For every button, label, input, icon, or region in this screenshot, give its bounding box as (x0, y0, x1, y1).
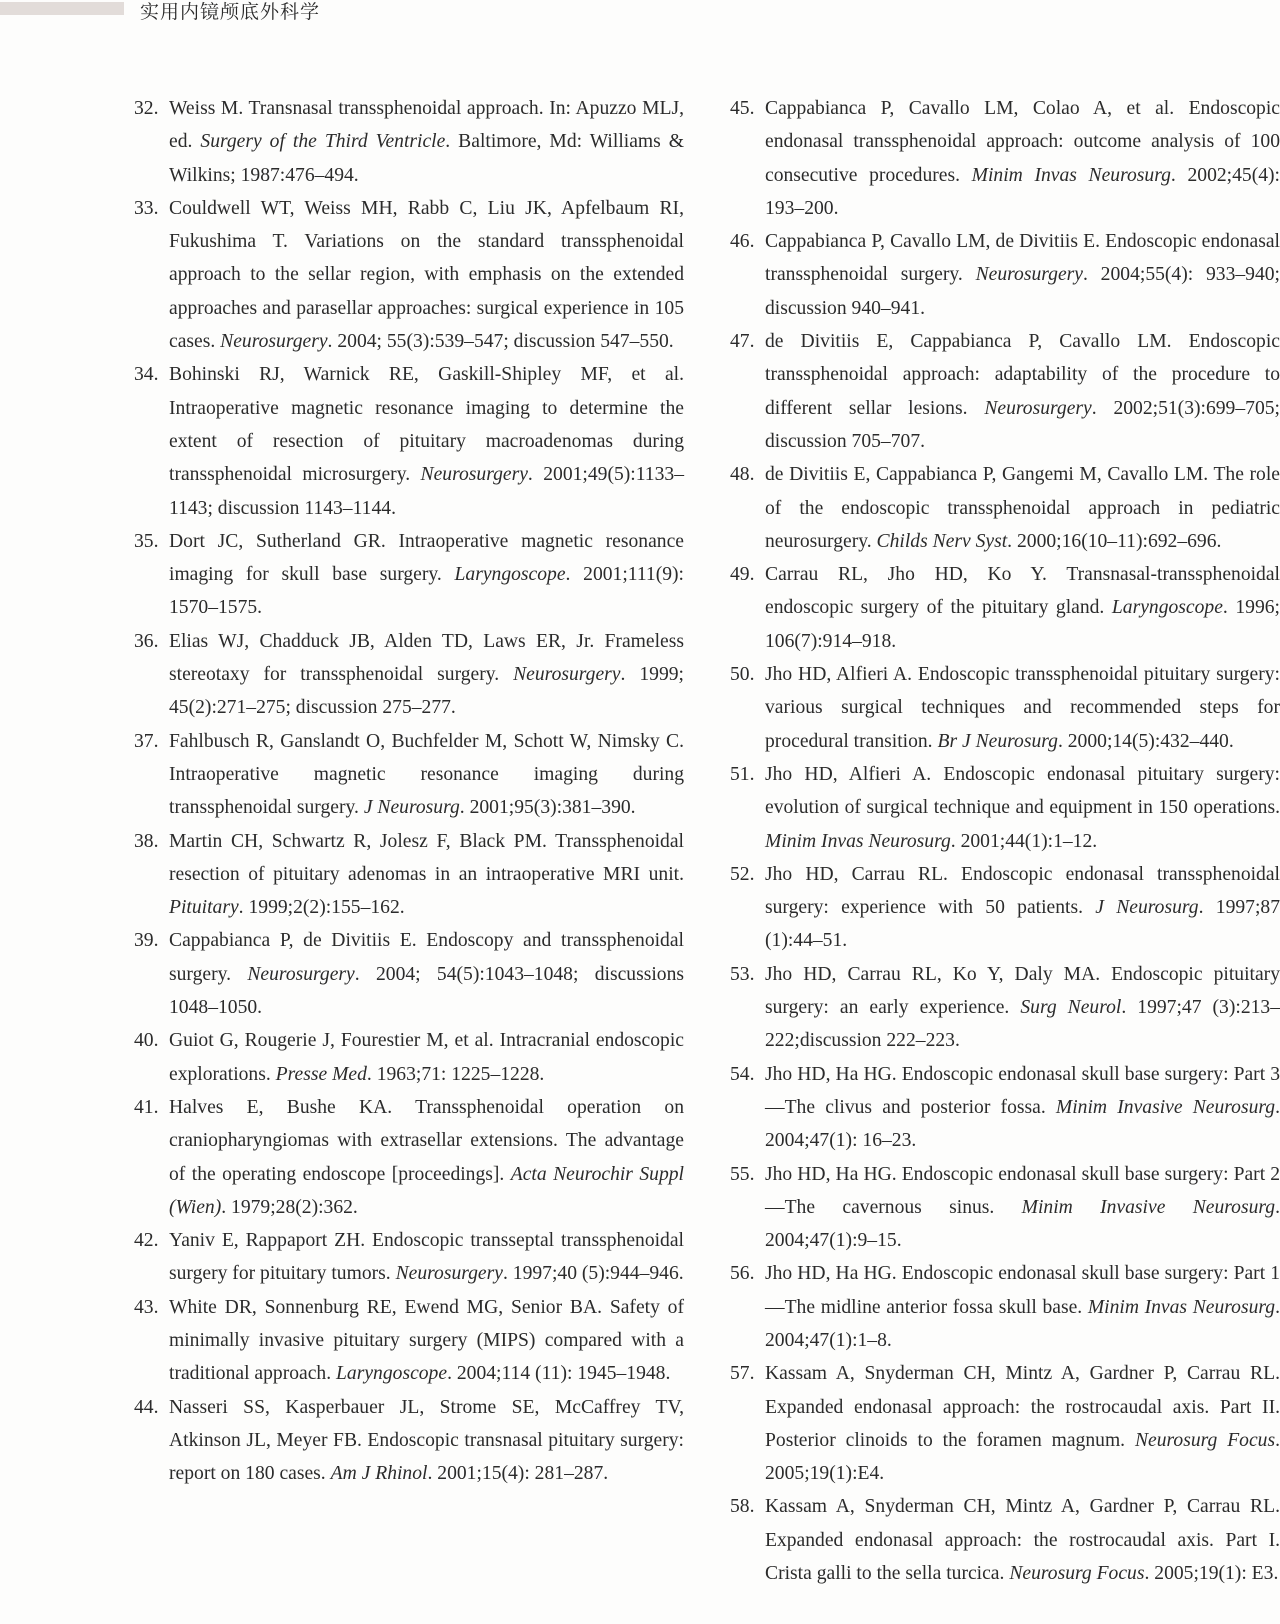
reference-citation: . 2002;51(3):699–705; discussion 705–707. (765, 397, 1280, 452)
reference-number: 50. (730, 664, 755, 686)
reference-entry (730, 958, 1280, 1058)
reference-entry (134, 1091, 684, 1224)
reference-journal: Neurosurgery (984, 397, 1092, 419)
reference-citation: . 2004; 55(3):539–547; discussion 547–550. (327, 331, 674, 353)
reference-citation: . 2001;44(1):1–12. (950, 830, 1098, 852)
reference-text: de Divitiis E, Cappabianca P, Gangemi M, Cavallo LM. The role of the endoscopic transsphenoidal approach in pediatric neurosurgery. (765, 464, 1280, 552)
reference-entry (730, 558, 1280, 658)
reference-number: 56. (730, 1263, 755, 1285)
reference-text: Jho HD, Ha HG. Endoscopic endonasal skull base surgery: Part 1—The midline anterior fossa skull base. (765, 1263, 1280, 1318)
reference-journal: Neurosurgery (513, 664, 621, 686)
reference-citation: . 1999; 45(2):271–275; discussion 275–277. (169, 664, 684, 719)
reference-citation: . 1997;47 (3):213–222;discussion 222–223. (765, 997, 1280, 1052)
reference-entry (134, 1224, 684, 1291)
reference-entry (134, 1291, 684, 1391)
reference-entry (730, 92, 1280, 225)
reference-journal: Neurosurg Focus (1134, 1429, 1276, 1451)
reference-number: 54. (730, 1063, 755, 1085)
reference-citation: . 2004; 54(5):1043–1048; discussions 1048–1050. (169, 963, 685, 1019)
reference-number: 33. (134, 197, 159, 219)
reference-text: Bohinski RJ, Warnick RE, Gaskill-Shipley MF, et al. Intraoperative magnetic resonance imaging to determine the extent of resection of pituitary macroadenomas during transsphenoidal microsurgery. (169, 364, 684, 486)
reference-citation: . 2004;47(1):9–15. (765, 1196, 1280, 1252)
reference-citation: . 2005;19(1): E3. (1144, 1563, 1279, 1585)
reference-text: Martin CH, Schwartz R, Jolesz F, Black PM. Transsphenoidal resection of pituitary adenomas in an intraoperative MRI unit. (169, 830, 684, 885)
reference-journal: Neurosurgery (220, 331, 328, 353)
reference-citation: . 2001;49(5):1133–1143; discussion 1143–1144. (169, 464, 684, 519)
reference-text: Kassam A, Snyderman CH, Mintz A, Gardner P, Carrau RL. Expanded endonasal approach: the rostrocaudal axis. Part I. Crista galli to the sella turcica. (765, 1496, 1280, 1585)
reference-journal: Acta Neurochir Suppl (Wien) (169, 1163, 684, 1218)
reference-entry (730, 325, 1280, 458)
reference-text: Yaniv E, Rappaport ZH. Endoscopic transseptal transsphenoidal surgery for pituitary tumors. (169, 1230, 684, 1285)
reference-journal: Laryngoscope (1111, 597, 1223, 619)
reference-entry (730, 1158, 1280, 1258)
reference-journal: J Neurosurg (363, 797, 460, 819)
reference-text: Fahlbusch R, Ganslandt O, Buchfelder M, Schott W, Nimsky C. Intraoperative magnetic resonance imaging during transsphenoidal surgery. (169, 730, 684, 819)
reference-citation: . 2001;15(4): 281–287. (427, 1463, 609, 1485)
reference-journal: Childs Nerv Syst (876, 530, 1008, 552)
reference-entry (730, 1490, 1280, 1590)
reference-text: Elias WJ, Chadduck JB, Alden TD, Laws ER, Jr. Frameless stereotaxy for transsphenoidal surgery. (169, 630, 684, 686)
reference-journal: Minim Invas Neurosurg (1087, 1296, 1276, 1318)
reference-column-left (134, 92, 684, 1490)
reference-journal: Surgery of the Third Ventricle (200, 131, 446, 153)
reference-entry (134, 725, 684, 825)
page-header-title: 实用内镜颅底外科学 (140, 1, 321, 23)
reference-journal: Neurosurgery (420, 464, 528, 486)
reference-number: 37. (134, 730, 159, 752)
reference-journal: Am J Rhinol (330, 1463, 428, 1485)
reference-number: 45. (730, 98, 755, 119)
reference-journal: Pituitary (169, 897, 239, 919)
reference-journal: Surg Neurol (1020, 997, 1122, 1019)
reference-journal: Neurosurgery (975, 264, 1083, 286)
reference-number: 51. (730, 763, 755, 785)
reference-citation: . 2004;114 (11): 1945–1948. (447, 1363, 671, 1385)
reference-number: 34. (134, 364, 159, 386)
reference-journal: Minim Invasive Neurosurg (1055, 1096, 1276, 1118)
reference-entry (730, 1058, 1280, 1158)
reference-citation: . 1963;71: 1225–1228. (366, 1063, 545, 1085)
reference-entry (134, 825, 684, 925)
reference-text: Carrau RL, Jho HD, Ko Y. Transnasal-transsphenoidal endoscopic surgery of the pituitary gland. (765, 564, 1280, 619)
reference-number: 32. (134, 98, 159, 119)
reference-citation: . 1999;2(2):155–162. (238, 897, 405, 919)
reference-number: 55. (730, 1163, 755, 1185)
reference-number: 48. (730, 464, 755, 486)
reference-text: Jho HD, Carrau RL. Endoscopic endonasal transsphenoidal surgery: experience with 50 patients. (765, 863, 1280, 919)
reference-text: Nasseri SS, Kasperbauer JL, Strome SE, McCaffrey TV, Atkinson JL, Meyer FB. Endoscopic transnasal pituitary surgery: report on 180 cases. (169, 1396, 684, 1485)
reference-text: Halves E, Bushe KA. Transsphenoidal operation on craniopharyngiomas with extrasellar extensions. The advantage of the operating endoscope [proceedings]. (169, 1096, 684, 1185)
reference-journal: Br J Neurosurg (937, 730, 1058, 752)
reference-number: 36. (134, 630, 159, 652)
reference-citation: . 2004;47(1):1–8. (765, 1296, 1280, 1351)
reference-number: 49. (730, 564, 755, 586)
reference-number: 42. (134, 1230, 159, 1252)
reference-number: 40. (134, 1030, 159, 1052)
reference-citation: . 1979;28(2):362. (221, 1196, 358, 1218)
reference-number: 43. (134, 1296, 159, 1318)
reference-text: Cappabianca P, Cavallo LM, Colao A, et al. Endoscopic endonasal transsphenoidal approach: outcome analysis of 100 consecutive procedures. (765, 98, 1280, 186)
reference-entry (134, 92, 684, 192)
reference-text: Kassam A, Snyderman CH, Mintz A, Gardner P, Carrau RL. Expanded endonasal approach: the rostrocaudal axis. Part II. Posterior clinoids to the foramen magnum. (765, 1363, 1280, 1451)
reference-citation: . 2004;55(4): 933–940; discussion 940–941. (765, 264, 1280, 319)
reference-text: Guiot G, Rougerie J, Fourestier M, et al. Intracranial endoscopic explorations. (169, 1030, 684, 1085)
reference-journal: Laryngoscope (336, 1363, 448, 1385)
reference-journal: Minim Invasive Neurosurg (1021, 1196, 1276, 1218)
reference-journal: Minim Invas Neurosurg (971, 164, 1171, 186)
reference-entry (134, 1391, 684, 1491)
reference-column-right (730, 92, 1280, 1590)
reference-citation: . 2002;45(4): 193–200. (765, 164, 1280, 219)
reference-entry (730, 1257, 1280, 1357)
reference-citation: . 1996; 106(7):914–918. (765, 597, 1280, 652)
reference-text: de Divitiis E, Cappabianca P, Cavallo LM. Endoscopic transsphenoidal approach: adaptability of the procedure to different sellar lesions. (765, 331, 1280, 419)
reference-entry (730, 658, 1280, 758)
reference-number: 41. (134, 1096, 159, 1118)
reference-text: Jho HD, Ha HG. Endoscopic endonasal skull base surgery: Part 3—The clivus and posterior fossa. (765, 1063, 1280, 1118)
reference-text: Weiss M. Transnasal transsphenoidal approach. In: Apuzzo MLJ, ed. (169, 98, 684, 153)
reference-citation: . 2001;111(9): 1570–1575. (169, 564, 685, 619)
reference-number: 44. (134, 1396, 159, 1418)
reference-citation: . 2005;19(1):E4. (765, 1429, 1280, 1485)
reference-text: Dort JC, Sutherland GR. Intraoperative magnetic resonance imaging for skull base surgery. (169, 530, 684, 586)
reference-number: 58. (730, 1496, 755, 1518)
reference-entry (730, 858, 1280, 958)
reference-entry (134, 525, 684, 625)
reference-journal: Neurosurgery (247, 963, 355, 985)
reference-text: Jho HD, Ha HG. Endoscopic endonasal skull base surgery: Part 2—The cavernous sinus. (765, 1163, 1280, 1218)
reference-number: 46. (730, 231, 755, 253)
reference-number: 38. (134, 830, 159, 852)
reference-number: 52. (730, 863, 755, 885)
reference-citation: . 1997;87 (1):44–51. (765, 897, 1280, 952)
reference-entry (134, 1024, 684, 1091)
reference-journal: Presse Med (275, 1063, 367, 1085)
reference-text: Cappabianca P, Cavallo LM, de Divitiis E. Endoscopic endonasal transsphenoidal surgery. (765, 231, 1280, 286)
reference-text: White DR, Sonnenburg RE, Ewend MG, Senior BA. Safety of minimally invasive pituitary surgery (MIPS) compared with a traditional approach. (169, 1296, 684, 1385)
reference-entry (134, 625, 684, 725)
reference-journal: Neurosurg Focus (1009, 1563, 1145, 1585)
reference-entry (730, 758, 1280, 858)
reference-text: Jho HD, Alfieri A. Endoscopic transsphenoidal pituitary surgery: various surgical techniques and recommended steps for procedural transition. (765, 664, 1280, 752)
reference-journal: J Neurosurg (1095, 897, 1199, 919)
reference-number: 53. (730, 963, 755, 985)
reference-text: Jho HD, Carrau RL, Ko Y, Daly MA. Endoscopic pituitary surgery: an early experience. (765, 963, 1280, 1019)
reference-entry (134, 192, 684, 358)
reference-citation: . 1997;40 (5):944–946. (502, 1263, 684, 1285)
reference-number: 35. (134, 530, 159, 552)
reference-entry (134, 924, 684, 1024)
reference-text: Couldwell WT, Weiss MH, Rabb C, Liu JK, Apfelbaum RI, Fukushima T. Variations on the standard transsphenoidal approach to the sellar region, with emphasis on the extended approaches and parasellar approaches: surgical experience in 105 cases. (169, 197, 684, 353)
reference-entry (134, 358, 684, 524)
reference-citation: . 2004;47(1): 16–23. (765, 1096, 1280, 1152)
reference-citation: . 2000;14(5):432–440. (1057, 730, 1234, 752)
reference-entry (730, 1357, 1280, 1490)
reference-number: 39. (134, 930, 159, 952)
reference-number: 57. (730, 1363, 755, 1385)
reference-number: 47. (730, 331, 755, 353)
reference-citation: . 2000;16(10–11):692–696. (1007, 530, 1222, 552)
reference-text: Cappabianca P, de Divitiis E. Endoscopy and transsphenoidal surgery. (169, 930, 684, 985)
reference-text: Jho HD, Alfieri A. Endoscopic endonasal pituitary surgery: evolution of surgical technique and equipment in 150 operations. (765, 763, 1280, 819)
reference-citation: . Baltimore, Md: Williams & Wilkins; 1987:476–494. (169, 131, 684, 186)
reference-citation: . 2001;95(3):381–390. (459, 797, 636, 819)
header-accent-bar (0, 2, 124, 15)
reference-journal: Laryngoscope (454, 564, 566, 586)
reference-entry (730, 225, 1280, 325)
reference-journal: Minim Invas Neurosurg (765, 830, 951, 852)
reference-entry (730, 458, 1280, 558)
reference-journal: Neurosurgery (395, 1263, 503, 1285)
